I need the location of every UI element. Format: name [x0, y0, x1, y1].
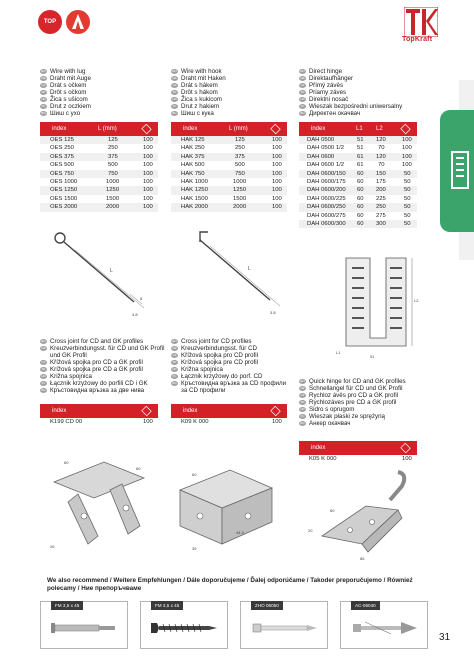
dim-label: 60 — [136, 466, 141, 471]
table-row: HAK 2000 2000 100 — [171, 203, 287, 211]
table-row: OES 1000 1000 100 — [50, 178, 153, 185]
table-row: DAH 0500 51 120 100 — [299, 136, 417, 144]
table-row: OES 1250 1250 100 — [40, 186, 158, 194]
recommend-label: FM 3,5 x 45 — [51, 601, 83, 610]
table-row: OES 750 750 100 — [40, 170, 158, 178]
table-row: OES 125 125 100 — [40, 136, 158, 144]
table-row: OES 2000 2000 100 — [40, 203, 158, 211]
package-icon — [141, 124, 151, 134]
table-row: DAH 0600 61 120 100 — [299, 153, 417, 161]
wire-lug-names: EN Wire with lug DE Draht mit Auge CZ Drát s očkem SK Drôt s očkom HR Žica s ušicom PL Drut z oczkiem BG Шиш с ухо — [41, 68, 91, 117]
dim-label: 3.8 — [270, 310, 276, 315]
dim-label: 26 — [50, 544, 55, 549]
table-row: OES 1500 1500 100 — [50, 195, 153, 202]
wire-hook-drawing — [186, 228, 286, 320]
top-quality-badge — [38, 10, 62, 34]
recommend-label: ZHO 06050 — [251, 601, 283, 610]
recommend-label: AC-06040 — [351, 601, 380, 610]
table-row: DAH 0600/275 60 275 50 — [307, 212, 411, 219]
table-row: HAK 1000 1000 100 — [181, 178, 282, 185]
hanger-profile-icon — [448, 150, 472, 190]
ceiling-anchor-icon — [351, 618, 419, 638]
dim-label: 8 — [140, 296, 143, 301]
nail-anchor-icon — [51, 620, 119, 636]
dim-label: 60 — [64, 460, 69, 465]
cross-joint-1-names: EN Cross joint for CD and GK profiles DE Kreuzverbindungsst. für CD und GK Profil und GK Profil CZ Křížová spojka pro CD a GK profil SK Krížová spojka pre CD a GK profil HR Križna spojnica PL Łącznik krzyżowy do porfili CD i GK BG Кръстовидна връзка за две нива — [41, 338, 165, 394]
quick-hinge-table: index K05 K 000 100 — [299, 441, 417, 463]
table-row: DAH 0500 1/2 51 70 100 — [307, 145, 412, 152]
dim-label: 86 — [360, 556, 365, 561]
table-row: DAH 0600/300 60 300 50 — [299, 220, 417, 228]
screw-icon — [151, 620, 219, 636]
package-icon — [270, 406, 280, 416]
table-row: HAK 125 125 100 — [171, 136, 287, 144]
dim-label: 3.8 — [132, 312, 138, 317]
dim-label: L — [248, 266, 251, 272]
table-row: HAK 750 750 100 — [171, 170, 287, 178]
package-icon — [270, 124, 280, 134]
dim-label: 20 — [308, 528, 313, 533]
cross-joint-2-table: index K09 K 000 100 — [171, 404, 287, 426]
recommend-card[interactable] — [240, 601, 328, 649]
dim-label: 39 — [192, 546, 197, 551]
table-row: DAH 0600/200 60 200 50 — [299, 186, 417, 194]
dim-label: 60 — [330, 508, 335, 513]
logo-text: TopKraft — [402, 36, 433, 43]
direct-hinge-drawing — [326, 254, 422, 364]
table-row: DAH 0600/250 60 250 50 — [299, 203, 417, 211]
table-row: HAK 375 375 100 — [171, 153, 287, 161]
dim-label: 44.3 — [236, 530, 244, 535]
recommend-card[interactable] — [140, 601, 228, 649]
wire-lug-table: index L (mm) OES 125 125 100 OES 250 250 100 OES 375 375 100 OES 500 500 100 OES 750 750 100 OES 1000 1000 100 OES 1250 1250 100 OES 1500 1500 100 OES 2000 2000 100 — [40, 122, 158, 212]
wire-hook-table: index L (mm) HAK 125 125 100 HAK 250 250 100 HAK 375 375 100 HAK 500 500 100 HAK 750 750 100 HAK 1000 1000 100 HAK 1250 1250 100 HAK 1500 1500 100 HAK 2000 2000 100 — [171, 122, 287, 212]
page-number: 31 — [439, 632, 451, 643]
table-row: OES 250 250 100 — [50, 145, 153, 152]
topkraft-logo-icon — [404, 7, 438, 37]
cross-joint-2-drawing — [172, 460, 282, 556]
direct-hinge-names: EN Direct hinge DE Direktaufhänger CZ Přímý závěs SK Priamy záves HR Direktni nosač PL Wieszak bezpośredni uniwersalny BG Директен окачвач — [300, 68, 403, 117]
cross-joint-2-names: EN Cross joint for CD profiles DE Kreuzverbindungsst. für CD CZ Křížová spojka pro CD profil SK Krížová spojka pre CD profil HR Križna spojnica PL Łącznik krzyżowy do porf. CD BG Кръстовидна връзка за CD профили за CD профили — [172, 338, 287, 394]
table-row: DAH 0600 1/2 61 70 100 — [307, 162, 412, 169]
dim-label: L2 — [414, 298, 419, 303]
recommend-card[interactable] — [40, 601, 128, 649]
package-icon — [400, 443, 410, 453]
quick-hinge-drawing — [302, 466, 422, 562]
table-row: K05 K 000 100 — [309, 456, 412, 462]
wire-hook-names: EN Wire with hook DE Draht mit Haken CZ Drát s hákem SK Drôt s hákom HR Žica s kukicom PL Drut z hakiem BG Шиш с кука — [172, 68, 226, 117]
recommend-title: We also recommend / Weitere Empfehlungen / Dále doporučujeme / Ďalej odporúčame / Takoder preporučujemo / Równieź polecamy / Ние препоръчваме — [47, 577, 413, 592]
table-row: HAK 1500 1500 100 — [181, 195, 282, 202]
table-row: HAK 1250 1250 100 — [171, 186, 287, 194]
table-row: HAK 500 500 100 — [181, 162, 282, 169]
direct-hinge-table: index L1 L2 DAH 0500 51 120 100 DAH 0500 1/2 51 70 100 DAH 0600 61 120 100 DAH 0600 1/2 61 70 100 DAH 0600/150 60 150 50 DAH 0600/175 60 175 50 DAH 0600/200 60 200 50 DAH 0600/225 60 225 50 DAH 0600/250 60 250 50 DAH 0600/275 60 275 50 DAH 0600/300 60 300 50 — [299, 122, 417, 228]
badge-text: TOP — [43, 19, 57, 25]
brand-a-badge — [66, 10, 90, 34]
dim-label: L1 — [336, 350, 341, 355]
table-row: DAH 0600/175 60 175 50 — [307, 178, 411, 185]
table-row: K199 CD 00 100 — [50, 419, 153, 425]
package-icon — [400, 124, 410, 134]
cross-joint-1-table: index K199 CD 00 100 — [40, 404, 158, 426]
table-row: OES 500 500 100 — [50, 162, 153, 169]
table-row: HAK 250 250 100 — [181, 145, 282, 152]
recommend-card[interactable] — [340, 601, 428, 649]
package-icon — [141, 406, 151, 416]
table-row: DAH 0600/225 60 225 50 — [307, 195, 411, 202]
quick-hinge-names: EN Quick hinge for CD and GK profiles DE Schnellangel für CD und GK Profil CZ Rychloz ávěs pro CD a GK profil SK Rýchlozáves pre CD a GK profil HR Sidro s oprugom PL Wieszak płaski ze sprężyną BG Анкер окачвач — [300, 378, 406, 427]
table-row: OES 375 375 100 — [40, 153, 158, 161]
cross-joint-1-drawing — [44, 456, 154, 556]
dim-label: 60 — [192, 472, 197, 477]
table-row: K09 K 000 100 — [181, 419, 282, 425]
dim-label: L — [110, 268, 113, 274]
anchor-icon — [251, 620, 319, 636]
dim-label: 51 — [370, 354, 375, 359]
table-row: DAH 0600/150 60 150 50 — [299, 170, 417, 178]
recommend-label: FM 3,5 x 45 — [151, 601, 183, 610]
wire-lug-drawing — [52, 228, 152, 320]
